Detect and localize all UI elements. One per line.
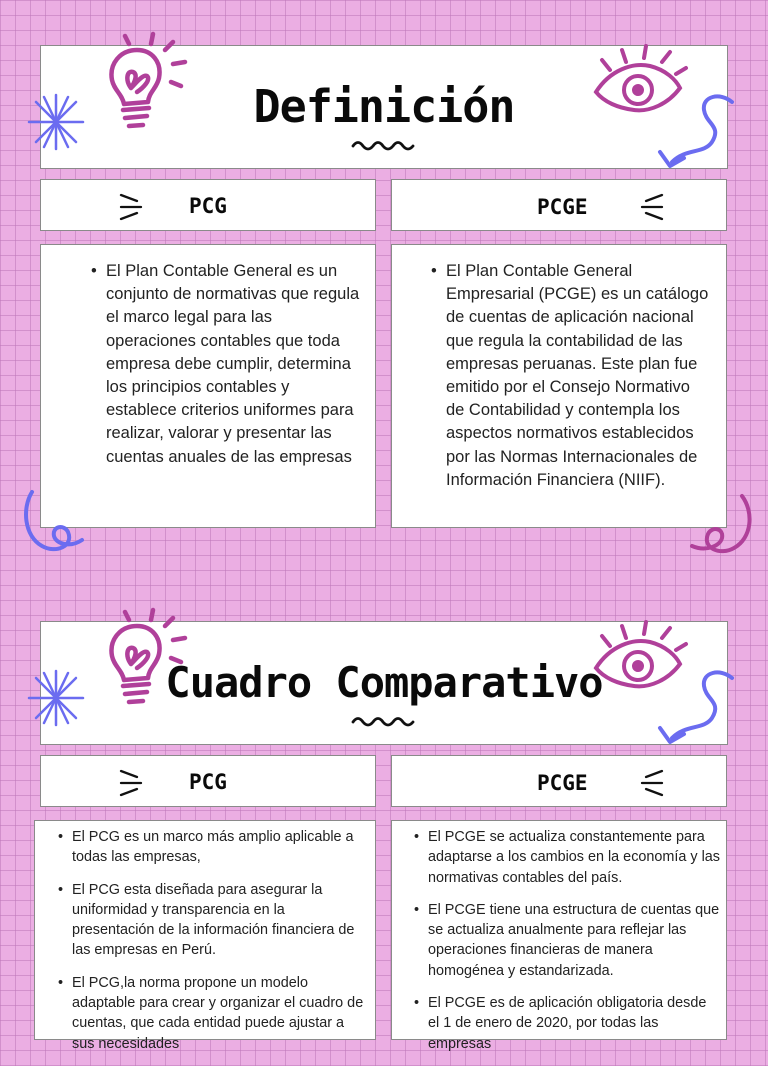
emphasis-lines-icon <box>119 768 143 798</box>
swirl-icon <box>18 488 88 558</box>
squiggle-underline-icon <box>351 138 417 152</box>
pcg-item: • El PCG es un marco más amplio aplicable a todas las empresas, <box>72 827 364 868</box>
comparison-pcg-card <box>34 820 376 1052</box>
pcge-item: • El PCGE tiene una estructura de cuentas que se actualiza anualmente para reflejar las operaciones financieras de manera homogénea y estandarizada. <box>428 900 720 981</box>
sparkle-star-icon <box>26 668 86 728</box>
page-title: Definición <box>253 80 515 133</box>
section-title: Cuadro Comparativo <box>165 658 603 707</box>
comparison-pcge-header <box>391 755 727 807</box>
lightbulb-icon <box>85 28 195 143</box>
pcge-label: PCGE <box>537 195 588 219</box>
emphasis-lines-icon <box>640 768 664 798</box>
pcge-item: • El PCGE es de aplicación obligatoria desde el 1 de enero de 2020, por todas las empresas <box>428 993 720 1054</box>
pcg-definition-text: • El Plan Contable General es un conjunto de normativas que regula el marco legal para las operaciones contables que toda empresa debe cumplir, determina los principios contables y establece criterios uniformes para realizar, valorar y presentar las cuentas anuales de las empresas <box>106 260 362 469</box>
pcg-item: • El PCG,la norma propone un modelo adaptable para crear y organizar el cuadro de cuentas, que cada entidad puede ajustar a sus necesidades <box>72 973 364 1054</box>
swirl-icon <box>688 492 758 562</box>
comparison-pcge-card <box>391 820 727 1052</box>
definition-pcge-card <box>391 244 727 528</box>
pcge-definition-text: • El Plan Contable General Empresarial (PCGE) es un catálogo de cuentas de aplicación nacional que regula la contabilidad de las empresas peruanas. Este plan fue emitido por el Consejo Normativo de Contabilidad y contempla los aspectos normativos establecidos por las Normas Internacionales de Información Financiera (NIIF). <box>446 260 710 492</box>
comparison-pcg-header <box>40 755 376 807</box>
pcg-item: • El PCG esta diseñada para asegurar la uniformidad y transparencia en la presentación de la información financiera de las empresas en Perú. <box>72 880 364 961</box>
pcge-item: • El PCGE se actualiza constantemente para adaptarse a los cambios en la economía y las normativas contables del país. <box>428 827 720 888</box>
emphasis-lines-icon <box>640 192 664 222</box>
definition-pcg-header <box>40 179 376 231</box>
lightbulb-icon <box>85 604 195 719</box>
squiggle-underline-icon <box>351 714 417 728</box>
sparkle-star-icon <box>26 92 86 152</box>
definition-pcg-card <box>40 244 376 528</box>
emphasis-lines-icon <box>119 192 143 222</box>
pcg-label: PCG <box>189 770 227 794</box>
squiggle-arrow-icon <box>650 664 740 754</box>
squiggle-arrow-icon <box>650 88 740 178</box>
definition-pcge-header <box>391 179 727 231</box>
pcg-label: PCG <box>189 194 227 218</box>
pcge-label: PCGE <box>537 771 588 795</box>
